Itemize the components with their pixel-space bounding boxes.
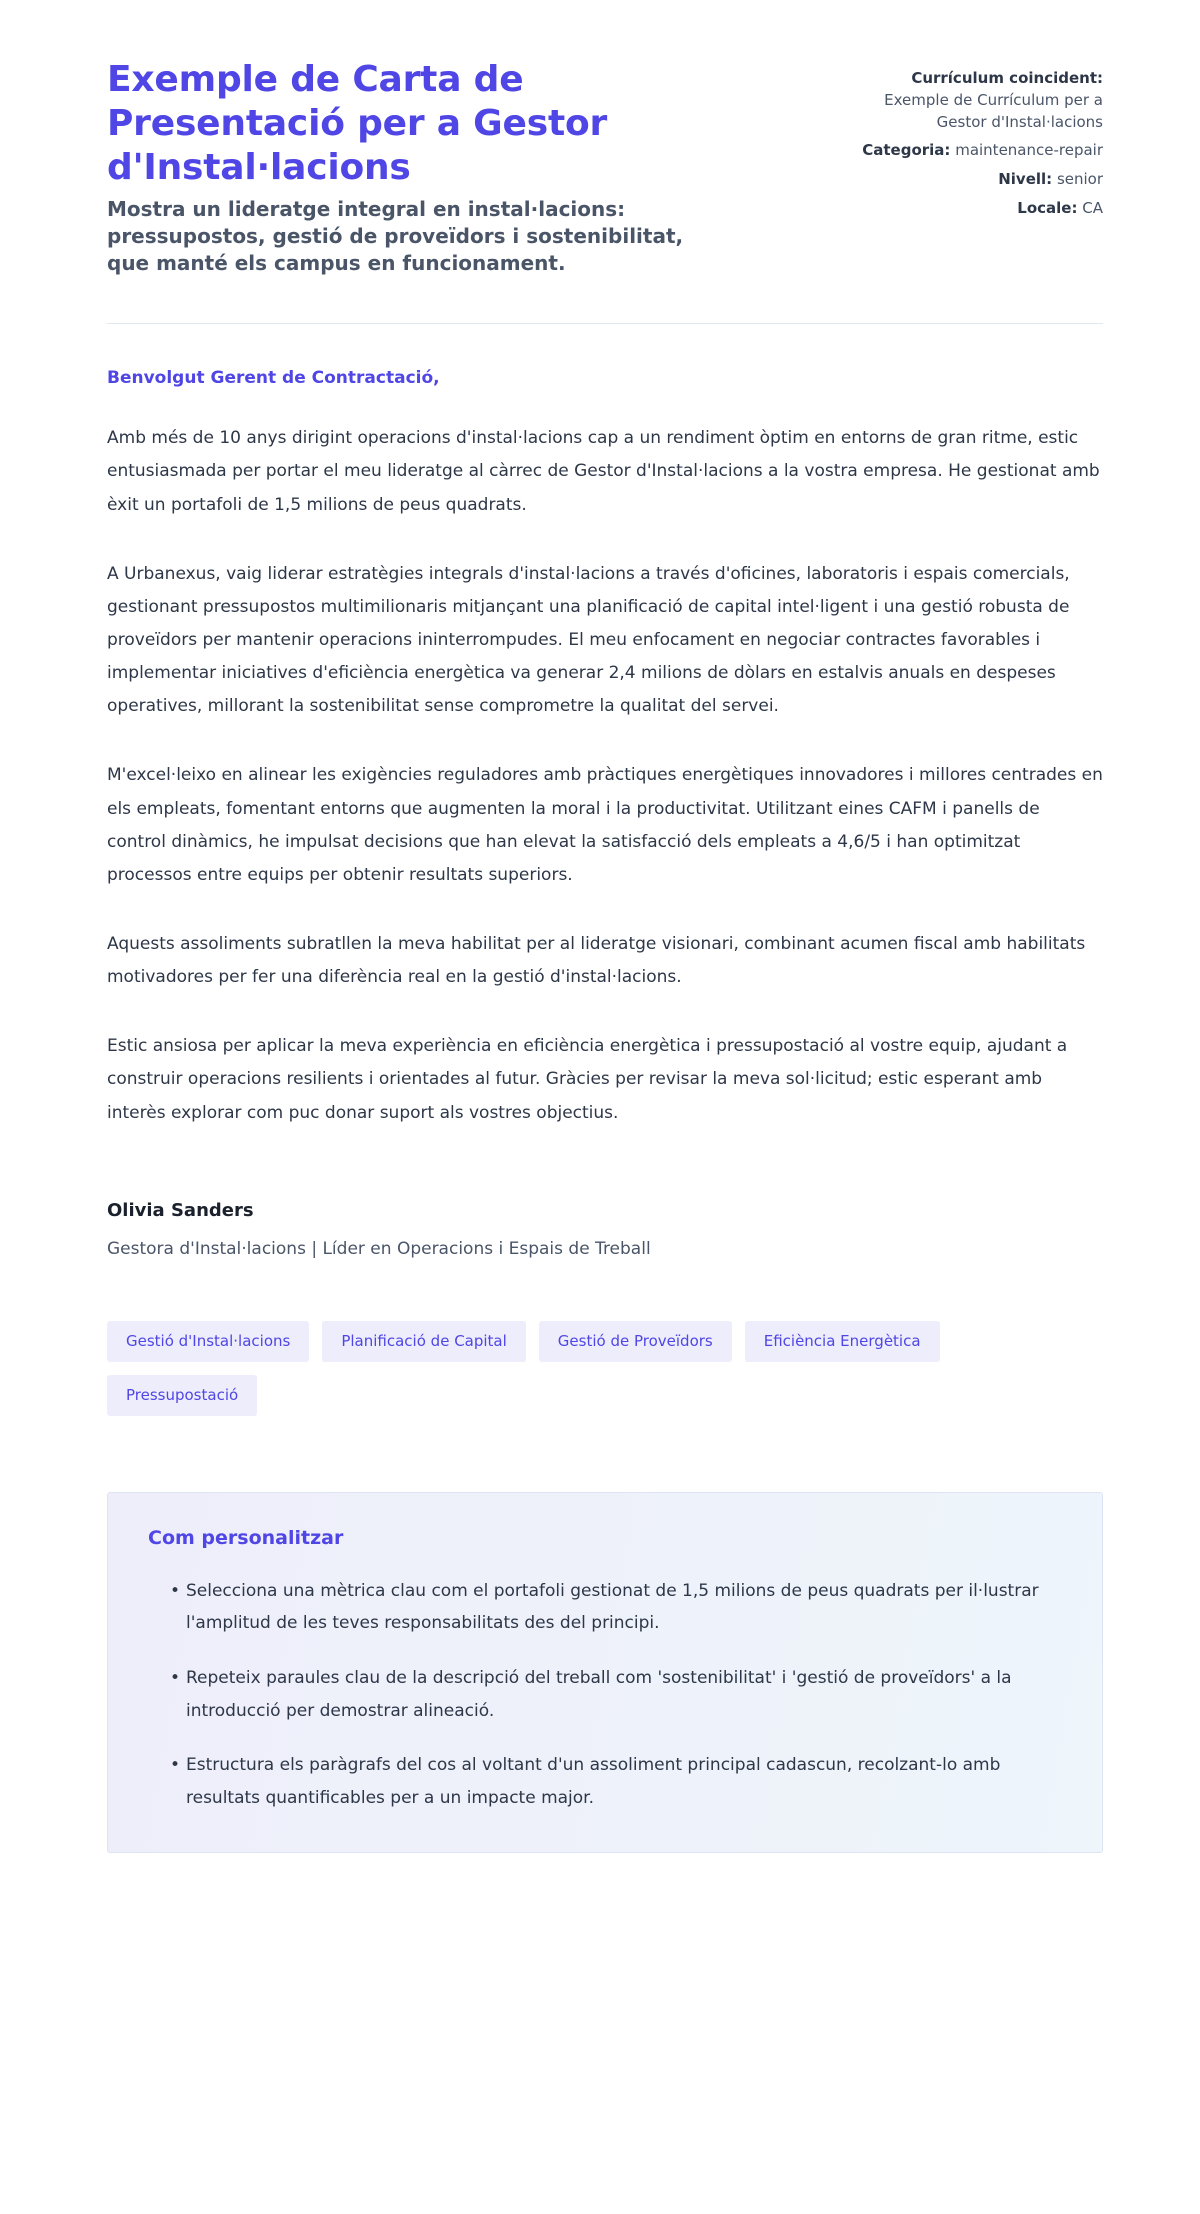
meta-label-matching-resume: Currículum coincident:	[911, 69, 1103, 87]
callout-tip-item: • Estructura els paràgrafs del cos al voltant d'un assoliment principal cadascun, recolzant-lo amb resultats quantificables per a un impacte major.	[170, 1749, 1062, 1814]
letter-paragraph: M'excel·leixo en alinear les exigències reguladores amb pràctiques energètiques innovadores i millores centrades en els empleats, fomentant entorns que augmenten la moral i la productivitat. Utilitzant eines CAFM i panells de control dinàmics, he impulsat decisions que han elevat la satisfacció dels empleats a 4,6/5 i han optimitzat processos entre equips per obtenir resultats superiors.	[107, 765, 1103, 885]
how-to-customize-callout	[107, 1492, 1103, 1854]
page-title: Exemple de Carta de Presentació per a Gestor d'Instal·lacions	[107, 59, 608, 188]
skill-tag[interactable]: Planificació de Capital	[322, 1321, 525, 1362]
skill-tag[interactable]: Gestió de Proveïdors	[539, 1321, 732, 1362]
meta-value-matching-resume: Exemple de Currículum per a Gestor d'Instal·lacions	[884, 90, 1103, 131]
signature-block	[107, 1130, 1103, 1259]
meta-label-category: Categoria:	[862, 141, 951, 160]
signature-name: Olivia Sanders	[107, 1199, 254, 1221]
page-subtitle: Mostra un lideratge integral en instal·lacions: pressupostos, gestió de proveïdors i sostenibilitat, que manté els campus en funcionament.	[107, 196, 684, 276]
meta-row-category	[835, 140, 1103, 162]
meta-value-locale: CA	[1082, 198, 1103, 217]
letter-paragraph: Amb més de 10 anys dirigint operacions d'instal·lacions cap a un rendiment òptim en entorns de gran ritme, estic entusiasmada per portar el meu lideratge al càrrec de Gestor d'Instal·lacions a la vostra empresa. He gestionat amb èxit un portafoli de 1,5 milions de peus quadrats.	[107, 428, 1100, 515]
meta-row-matching-resume	[835, 68, 1103, 133]
letter-paragraph: Estic ansiosa per aplicar la meva experiència en eficiència energètica i pressupostació al vostre equip, ajudant a construir operacions resilients i orientades al futur. Gràcies per revisar la meva sol·licitud; estic esperant amb interès explorar com puc donar suport als vostres objectius.	[107, 1036, 1068, 1123]
meta-row-level	[835, 169, 1103, 191]
letter-body	[107, 324, 1103, 1129]
callout-tip-list	[148, 1575, 1062, 1815]
signature-role: Gestora d'Instal·lacions | Líder en Operacions i Espais de Treball	[107, 1238, 651, 1259]
meta-value-level: senior	[1056, 170, 1103, 188]
meta-label-locale: Locale:	[1017, 198, 1078, 217]
meta-value-category: maintenance-repair	[955, 141, 1103, 160]
letter-paragraph: A Urbanexus, vaig liderar estratègies integrals d'instal·lacions a través d'oficines, laboratoris i espais comercials, gestionant pressupostos multimilionaris mitjançant una planificació de capital intel·ligent i una gestió robusta de proveïdors per mantenir operacions ininterrompudes. El meu enfocament en negociar contractes favorables i implementar iniciatives d'eficiència energètica va generar 2,4 milions de dòlars en estalvis anuals en despeses operatives, millorant la sostenibilitat sense comprometre la qualitat del servei.	[107, 563, 1070, 717]
document-metadata	[835, 58, 1103, 220]
callout-tip-item: • Repeteix paraules clau de la descripció del treball com 'sostenibilitat' i 'gestió de proveïdors' a la introducció per demostrar alineació.	[170, 1662, 1062, 1727]
meta-row-locale	[835, 198, 1103, 220]
callout-tip-item: • Selecciona una mètrica clau com el portafoli gestionat de 1,5 milions de peus quadrats per il·lustrar l'amplitud de les teves responsabilitats des del principi.	[170, 1575, 1062, 1640]
meta-label-level: Nivell:	[998, 170, 1053, 188]
page-header	[107, 58, 1103, 277]
header-text-block	[107, 58, 697, 277]
letter-paragraph: Aquests assoliments subratllen la meva habilitat per al lideratge visionari, combinant acumen fiscal amb habilitats motivadores per fer una diferència real en la gestió d'instal·lacions.	[107, 933, 1086, 988]
skill-tag[interactable]: Gestió d'Instal·lacions	[107, 1321, 309, 1362]
skill-tag[interactable]: Eficiència Energètica	[745, 1321, 940, 1362]
skill-tag[interactable]: Pressupostació	[107, 1375, 257, 1416]
letter-paragraphs	[107, 422, 1103, 1129]
letter-salutation: Benvolgut Gerent de Contractació,	[107, 368, 440, 389]
skill-tag-list	[107, 1259, 1007, 1416]
callout-title: Com personalitzar	[148, 1526, 344, 1549]
